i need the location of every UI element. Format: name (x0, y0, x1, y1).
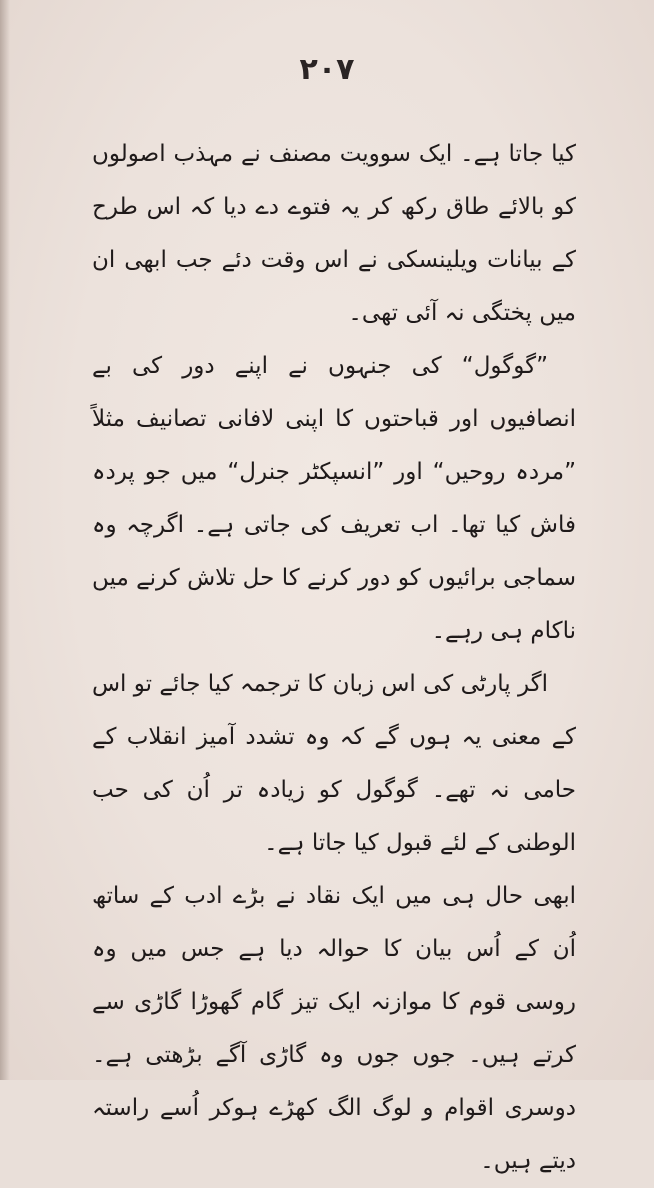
page-number: ۲۰۷ (299, 52, 355, 87)
paragraph-2: ”گوگول“ کی جنہوں نے اپنے دور کی بے انصافیوں اور قباحتوں کا اپنی لافانی تصانیف مثلاً ”مردہ روحیں“ اور ”انسپکٹر جنرل“ میں جو پردہ فاش کیا تھا۔ اب تعریف کی جاتی ہے۔ اگرچہ وہ سماجی برائیوں کو دور کرنے کا حل تلاش کرنے میں ناکام ہی رہے۔ (92, 353, 576, 644)
paragraph-3: اگر پارٹی کی اس زبان کا ترجمہ کیا جائے تو اس کے معنی یہ ہوں گے کہ وہ تشدد آمیز انقلاب کے حامی نہ تھے۔ گوگول کو زیادہ تر اُن کی حب الوطنی کے لئے قبول کیا جاتا ہے۔ (91, 671, 576, 856)
body-text (92, 128, 576, 1188)
page-binding-shadow (0, 0, 10, 1080)
paragraph-4: ابھی حال ہی میں ایک نقاد نے بڑے ادب کے ساتھ اُن کے اُس بیان کا حوالہ دیا ہے جس میں وہ روسی قوم کا موازنہ ایک تیز گام گھوڑا گاڑی سے کرتے ہیں۔ جوں جوں وہ گاڑی آگے بڑھتی ہے۔ دوسری اقوام و لوگ الگ کھڑے ہوکر اُسے راستہ دیتے ہیں۔ (92, 883, 576, 1174)
paragraph-1: کیا جاتا ہے۔ ایک سوویت مصنف نے مہذب اصولوں کو بالائے طاق رکھ کر یہ فتوے دے دیا کہ اس طرح کے بیانات ویلینسکی نے اس وقت دئے جب ابھی ان میں پختگی نہ آئی تھی۔ (92, 141, 576, 326)
